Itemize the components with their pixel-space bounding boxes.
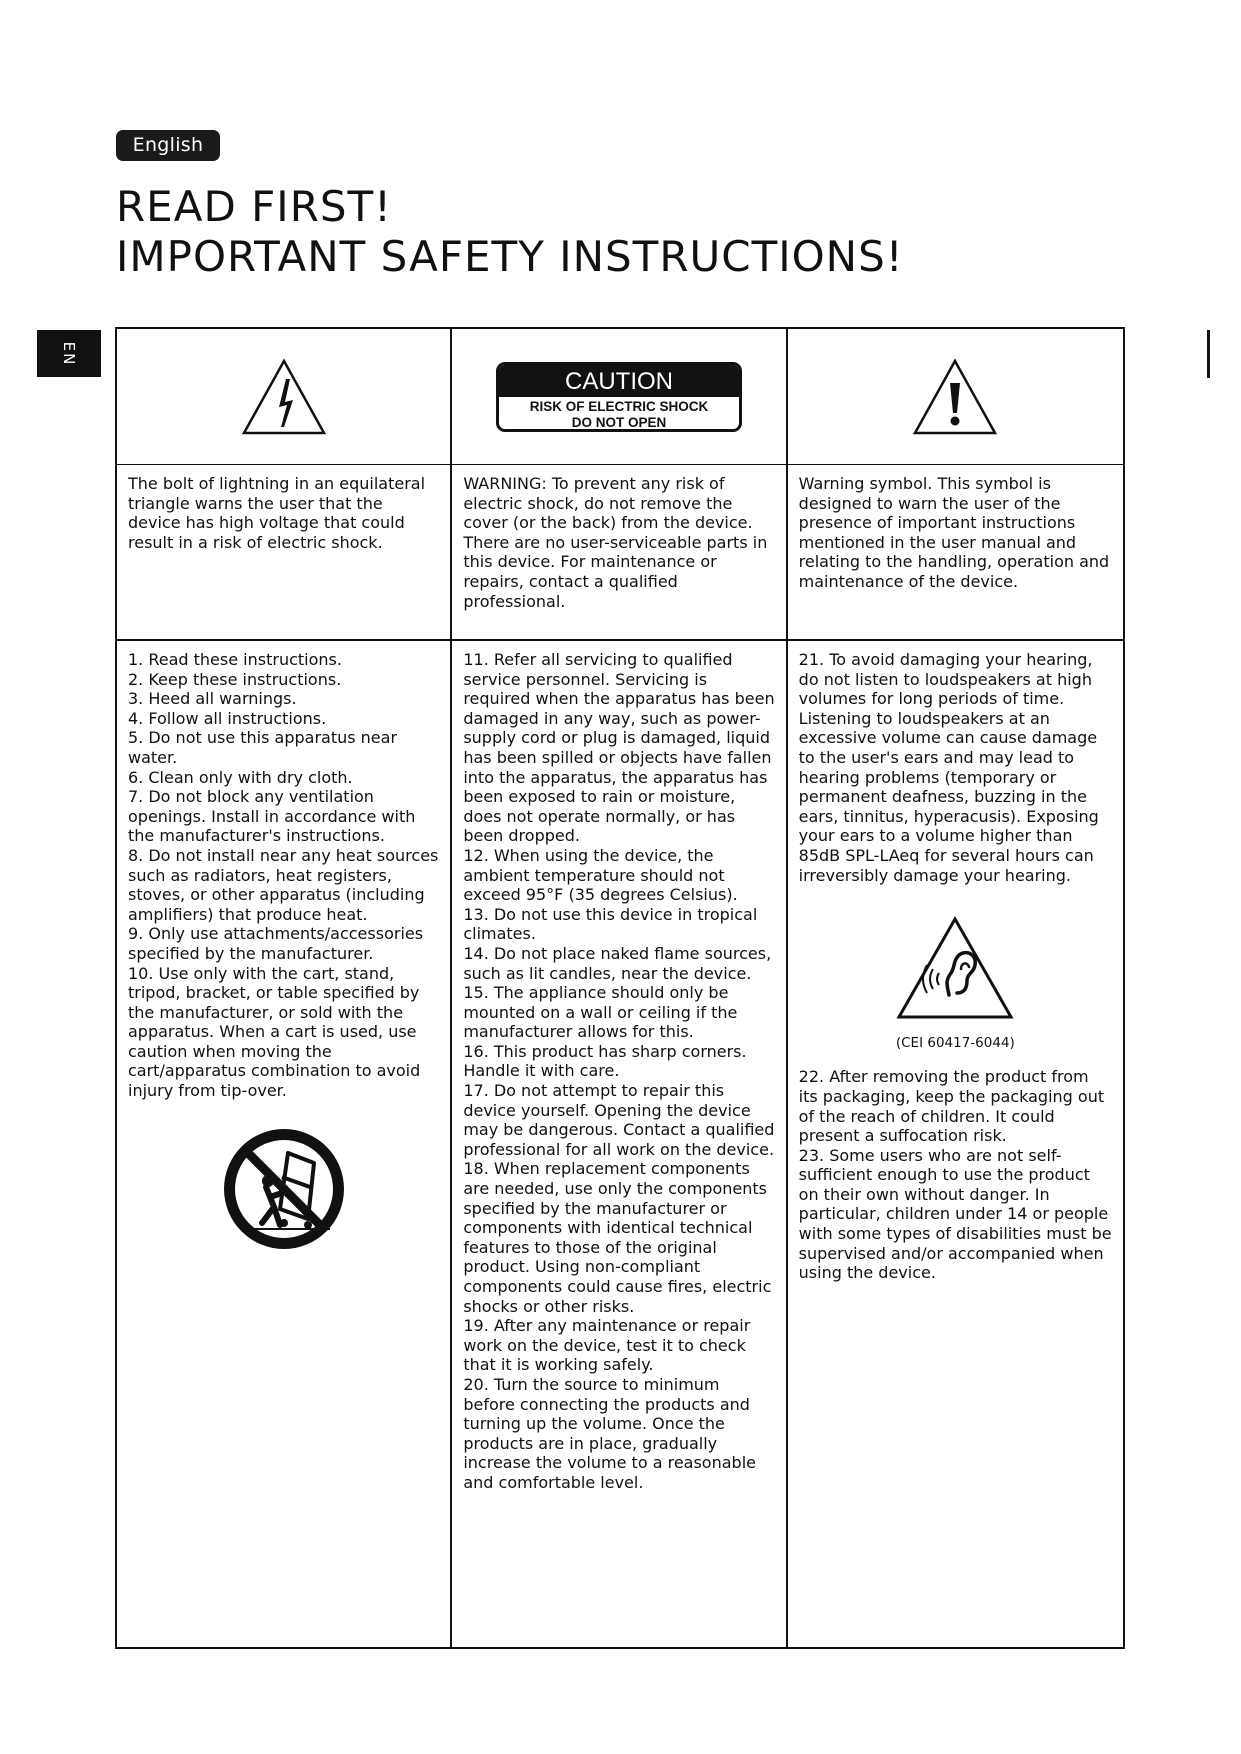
description-cell-warning [452, 465, 787, 641]
warning-description: WARNING: To prevent any risk of electric shock, do not remove the cover (or the back) from the device. There are no user-serviceable parts in this device. For maintenance or repairs, contact a qualified professional. [463, 474, 768, 611]
safety-table [115, 327, 1125, 1649]
title-line-1: READ FIRST! [116, 182, 393, 231]
exclamation-triangle-icon [912, 357, 998, 437]
lightning-triangle-icon [241, 357, 327, 437]
list-item: 2. Keep these instructions. [128, 669, 342, 689]
list-item: 15. The appliance should only be mounted on a wall or ceiling if the manufacturer allows for this. [463, 983, 738, 1042]
list-item: 7. Do not block any ventilation openings. Install in accordance with the manufacturer's instructions. [128, 787, 416, 846]
language-side-tab [37, 330, 101, 377]
side-tab-label: EN [60, 341, 78, 366]
list-item: 20. Turn the source to minimum before connecting the products and turning up the volume. Once the products are in place, gradually increase the volume to a reasonable and comfortable level. [463, 1374, 756, 1492]
list-item: 11. Refer all servicing to qualified service personnel. Servicing is required when the apparatus has been damaged in any way, such as power-supply cord or plug is damaged, liquid has been spilled or objects have fallen into the apparatus, the apparatus has been exposed to rain or moisture, does not operate normally, or has been dropped. [463, 650, 775, 846]
symbol-description: Warning symbol. This symbol is designed to warn the user of the presence of important instructions mentioned in the user manual and relating to the handling, operation and maintenance of the device. [798, 474, 1110, 591]
caution-subtitle [499, 397, 739, 431]
lightning-description: The bolt of lightning in an equilateral triangle warns the user that the device has high voltage that could result in a risk of electric shock. [128, 474, 426, 552]
list-item: 21. To avoid damaging your hearing, do not listen to loudspeakers at high volumes for long periods of time. Listening to loudspeakers at an excessive volume can cause damage to the user's ears and may lead to hearing problems (temporary or permanent deafness, buzzing in the ears, tinnitus, hyperacusis). Exposing your ears to a volume higher than 85dB SPL-LAeq for several hours can irreversibly damage your hearing. [798, 650, 1099, 885]
list-item: 5. Do not use this apparatus near water. [128, 728, 398, 767]
list-item: 19. After any maintenance or repair work on the device, test it to check that it is working safely. [463, 1316, 751, 1375]
symbol-cell-lightning [117, 329, 452, 465]
symbol-cell-caution [452, 329, 787, 465]
list-item: 17. Do not attempt to repair this device yourself. Opening the device may be dangerous. Contact a qualified professional for all work on the device. [463, 1081, 775, 1159]
list-item: 22. After removing the product from its packaging, keep the packaging out of the reach of children. It could present a suffocation risk. [798, 1067, 1105, 1146]
hearing-warning-icon [895, 915, 1015, 1021]
list-item: 9. Only use attachments/accessories specified by the manufacturer. [128, 924, 424, 963]
cart-tip-over-icon [222, 1127, 346, 1251]
list-item: 10. Use only with the cart, stand, tripod, bracket, or table specified by the manufacturer, or sold with the apparatus. When a cart is used, use caution when moving the cart/apparatus combination to avoid injury from tip-over. [128, 963, 421, 1101]
list-item: 18. When replacement components are needed, use only the components specified by the manufacturer or components with identical technical features to those of the original product. Using non-compliant components could cause fires, electric shocks or other risks. [463, 1159, 772, 1316]
list-item: 12. When using the device, the ambient temperature should not exceed 95°F (35 degrees Celsius). [463, 845, 738, 905]
caution-line-1: RISK OF ELECTRIC SHOCK [529, 398, 709, 414]
page-title [116, 182, 904, 282]
instructions-column-3 [788, 641, 1123, 1647]
instructions-column-1 [117, 641, 452, 1647]
list-item: 16. This product has sharp corners. Handle it with care. [463, 1041, 747, 1081]
list-item: 13. Do not use this device in tropical climates. [463, 904, 758, 944]
language-badge: English [116, 130, 220, 161]
list-item: 4. Follow all instructions. [128, 708, 327, 728]
caution-title: CAUTION [499, 365, 739, 397]
instructions-column-2 [452, 641, 787, 1647]
description-cell-lightning [117, 465, 452, 641]
page-edge-mark [1207, 330, 1210, 378]
list-item: 8. Do not install near any heat sources such as radiators, heat registers, stoves, or other apparatus (including amplifiers) that produce heat. [128, 845, 439, 924]
list-item: 23. Some users who are not self-sufficient enough to use the product on their own without danger. In particular, children under 14 or people with some types of disabilities must be supervised and/or accompanied when using the device. [798, 1145, 1112, 1283]
description-cell-symbol [788, 465, 1123, 641]
list-item: 6. Clean only with dry cloth. [128, 767, 353, 787]
caution-line-2: DO NOT OPEN [571, 414, 667, 430]
caution-label [496, 362, 742, 432]
list-item: 14. Do not place naked flame sources, such as lit candles, near the device. [463, 943, 772, 983]
cei-caption: (CEI 60417-6044) [895, 1034, 1015, 1051]
title-line-2: IMPORTANT SAFETY INSTRUCTIONS! [116, 232, 904, 281]
list-item: 3. Heed all warnings. [128, 689, 297, 709]
list-item: 1. Read these instructions. [128, 650, 342, 669]
symbol-cell-warning [788, 329, 1123, 465]
